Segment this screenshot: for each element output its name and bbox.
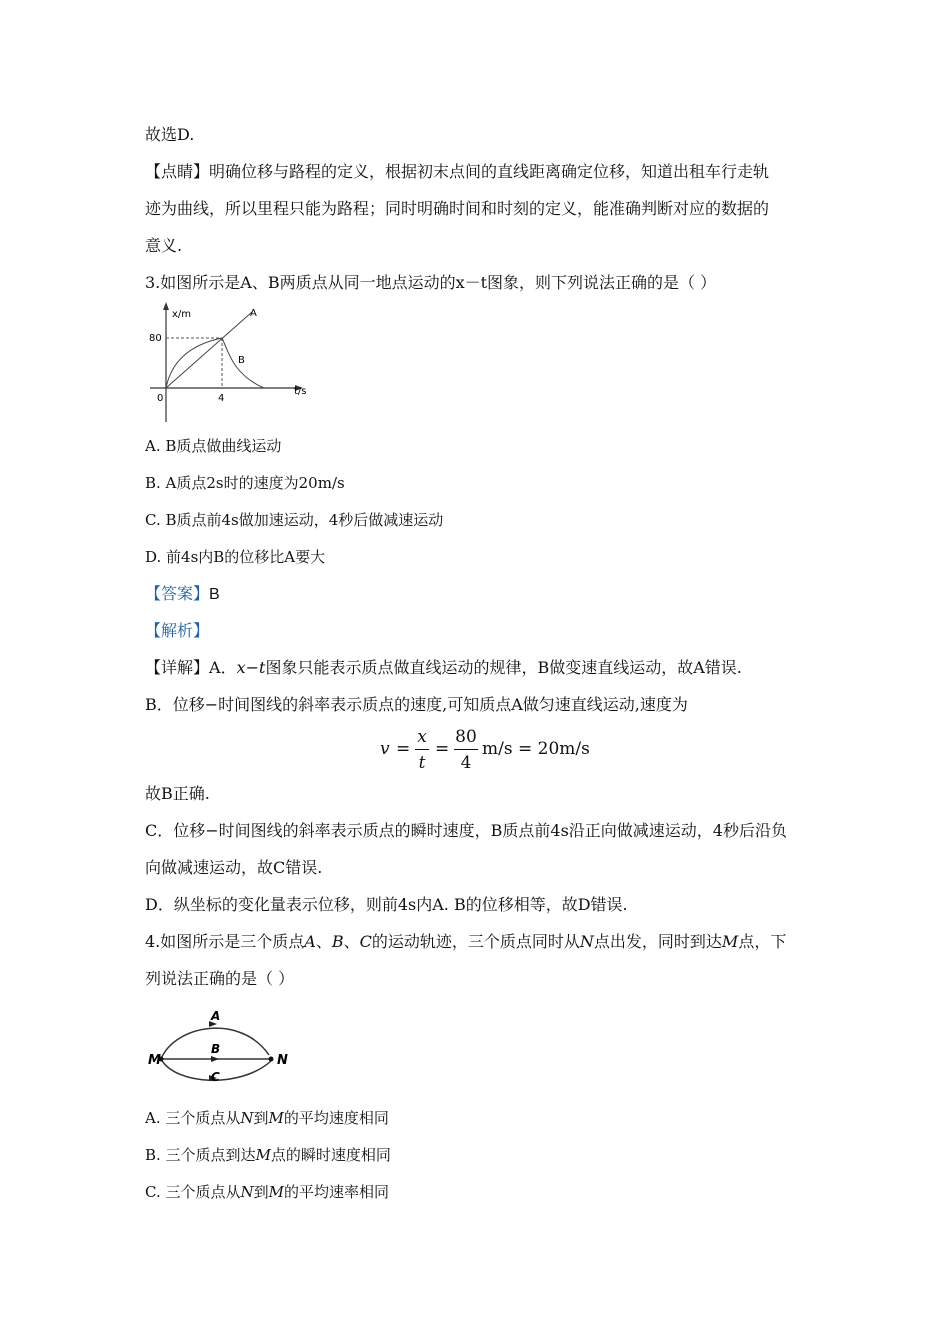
- x-axis-label: t/s: [294, 386, 307, 397]
- detail-c-line: C．位移−时间图线的斜率表示质点的瞬时速度，B质点前4s沿正向做减速运动，4秒后沿负: [145, 821, 787, 840]
- stem-var-a: A: [304, 932, 316, 951]
- answer-line: [145, 583, 220, 606]
- option-b: B. A质点2s时的速度为20m/s: [145, 474, 345, 492]
- y-axis-arrow-icon: [163, 302, 169, 310]
- x-tick-label: 4: [218, 393, 225, 404]
- xt-graph: [140, 300, 320, 425]
- detail-c-line-2: 向做减速运动，故C错误.: [145, 858, 323, 877]
- formula-fraction-values: [454, 725, 478, 774]
- detail-a-line: [145, 657, 742, 679]
- option-var: M: [255, 1146, 271, 1164]
- b-conclusion: 故B正确.: [145, 784, 210, 803]
- formula-equals: =: [435, 739, 450, 759]
- curve-b-label: B: [238, 355, 245, 366]
- y-tick-label: 80: [149, 333, 162, 344]
- option-c: C. B质点前4s做加速运动，4秒后做减速运动: [145, 511, 444, 529]
- formula-numerator-80: 80: [455, 727, 477, 747]
- detail-a-variable: x−t: [236, 658, 266, 677]
- stem-var-n: N: [579, 932, 594, 951]
- text-line: 迹为曲线，所以里程只能为路程；同时明确时间和时刻的定义，能准确判断对应的数据的: [145, 199, 770, 218]
- q4-option-c: [145, 1181, 389, 1203]
- stem-text: 点，下: [738, 932, 787, 951]
- line-a: [166, 312, 252, 388]
- label-c: C: [211, 1070, 220, 1084]
- option-text: 到: [253, 1109, 269, 1127]
- stem-text: 、: [315, 932, 332, 951]
- label-m: M: [148, 1053, 161, 1068]
- label-a: A: [211, 1009, 221, 1023]
- option-text: 点的瞬时速度相同: [270, 1146, 391, 1164]
- option-text: 的平均速率相同: [283, 1183, 389, 1201]
- analysis-tag: 【解析】: [145, 621, 210, 640]
- formula-denominator-t: t: [418, 753, 426, 773]
- trajectory-diagram: [145, 1005, 295, 1085]
- option-text: C. 三个质点从: [145, 1183, 241, 1201]
- text-line: 故选D.: [145, 125, 195, 144]
- q4-option-b: [145, 1144, 391, 1166]
- label-n: N: [277, 1053, 288, 1068]
- answer-value: B: [209, 586, 220, 603]
- question-3-stem: 3.如图所示是A、B两质点从同一地点运动的x－t图象，则下列说法正确的是（ ）: [145, 273, 717, 292]
- answer-tag: 【答案】: [145, 584, 210, 603]
- text-line: 意义.: [145, 236, 183, 255]
- option-text: A. 三个质点从: [145, 1109, 241, 1127]
- detail-a-prefix: A．: [209, 658, 237, 677]
- arrow-b-icon: [211, 1056, 219, 1062]
- option-var: N: [240, 1183, 254, 1201]
- question-4-stem-2: 列说法正确的是（ ）: [145, 969, 295, 988]
- formula-result: m/s = 20m/s: [482, 739, 590, 759]
- question-4-stem: [145, 931, 786, 953]
- origin-label: 0: [157, 393, 164, 404]
- stem-text: 点出发，同时到达: [593, 932, 722, 951]
- line-a-label: A: [250, 308, 257, 319]
- y-axis-label: x/m: [172, 309, 192, 320]
- detail-a-text: 图象只能表示质点做直线运动的规律，B做变速直线运动，故A错误.: [265, 658, 742, 677]
- option-var: N: [240, 1109, 254, 1127]
- detail-tag: 【详解】: [145, 658, 210, 677]
- label-b: B: [211, 1042, 221, 1056]
- stem-var-c: C: [359, 932, 372, 951]
- option-var: M: [268, 1183, 284, 1201]
- option-text: B. 三个质点到达: [145, 1146, 256, 1164]
- formula-v: v: [380, 739, 390, 759]
- stem-var-b: B: [331, 932, 344, 951]
- option-var: M: [268, 1109, 284, 1127]
- formula-equals: =: [396, 739, 411, 759]
- text-line: 【点睛】明确位移与路程的定义，根据初末点间的直线距离确定位移，知道出租车行走轨: [145, 162, 770, 181]
- stem-var-m: M: [721, 932, 739, 951]
- detail-b-line: B．位移−时间图线的斜率表示质点的速度,可知质点A做匀速直线运动,速度为: [145, 695, 688, 714]
- formula-fraction-xt: [415, 725, 429, 774]
- stem-text: 、: [343, 932, 360, 951]
- option-d: D. 前4s内B的位移比A要大: [145, 548, 326, 566]
- point-n: [269, 1057, 274, 1062]
- option-text: 到: [253, 1183, 269, 1201]
- detail-d-line: D．纵坐标的变化量表示位移，则前4s内A. B的位移相等，故D错误.: [145, 895, 628, 914]
- q4-option-a: [145, 1107, 389, 1129]
- stem-text: 的运动轨迹，三个质点同时从: [371, 932, 580, 951]
- option-text: 的平均速度相同: [283, 1109, 389, 1127]
- formula-denominator-4: 4: [460, 753, 472, 773]
- option-a: A. B质点做曲线运动: [145, 437, 282, 455]
- formula-numerator-x: x: [417, 727, 427, 747]
- stem-text: 4.如图所示是三个质点: [145, 932, 305, 951]
